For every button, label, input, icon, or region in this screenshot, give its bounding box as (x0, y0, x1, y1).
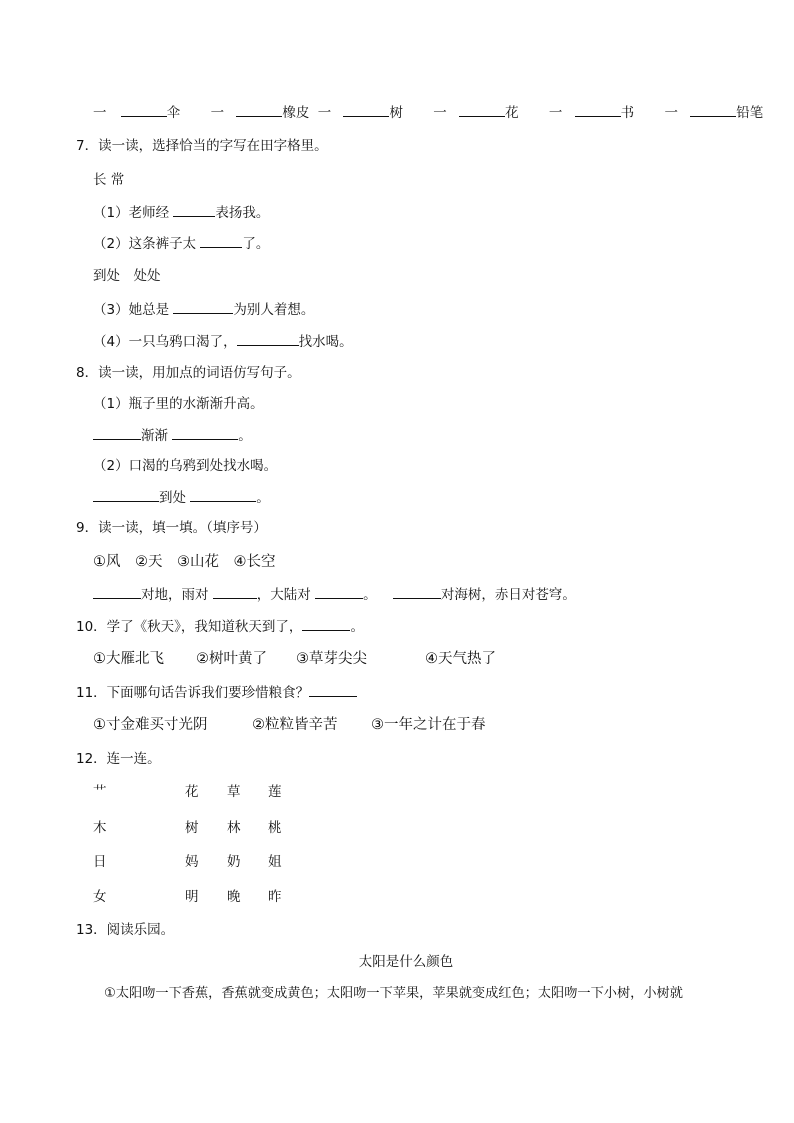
dash: 一 (210, 105, 225, 121)
q9-title: 9．读一读，填一填。（填序号） (76, 520, 267, 536)
sentence-text: 了。 (242, 236, 270, 252)
answer-blank[interactable] (93, 584, 141, 599)
sentence-text: 渐渐 (141, 428, 168, 444)
answer-blank[interactable] (236, 102, 282, 117)
char-item[interactable]: 林 (227, 820, 241, 836)
answer-blank[interactable] (309, 682, 357, 697)
q7-choices-2: 到处 处处 (93, 268, 161, 284)
word: 花 (505, 105, 519, 121)
sentence-text: 。 (256, 490, 270, 506)
story-title: 太阳是什么颜色 (358, 954, 454, 970)
q11-title (76, 682, 357, 703)
char-item[interactable]: 姐 (268, 854, 282, 870)
q7-sentence-1 (93, 202, 269, 223)
radical-item[interactable]: 木 (93, 820, 107, 836)
q11-option-1[interactable]: ①寸金难买寸光阴 (93, 717, 208, 733)
char-item[interactable]: 奶 (227, 854, 241, 870)
answer-blank[interactable] (343, 102, 389, 117)
q13-title: 13．阅读乐园。 (76, 922, 175, 938)
answer-blank[interactable] (459, 102, 505, 117)
sentence-text: 为别人着想。 (233, 302, 315, 318)
char-item[interactable]: 桃 (268, 820, 282, 836)
word: 铅笔 (736, 105, 764, 121)
q12-title: 12．连一连。 (76, 751, 161, 767)
word: 书 (620, 105, 635, 121)
answer-blank[interactable] (93, 425, 141, 440)
dash: 一 (433, 105, 447, 121)
q10-title (76, 616, 364, 637)
q9-fill (93, 584, 576, 605)
sentence-text: （4）一只乌鸦口渴了， (93, 334, 237, 350)
sentence-text: （2）这条裤子太 (93, 236, 197, 252)
answer-blank[interactable] (121, 102, 167, 117)
char-item[interactable]: 树 (185, 820, 199, 836)
q7-sentence-2 (93, 233, 269, 254)
word: 树 (389, 105, 403, 121)
q10-option-3[interactable]: ③草芽尖尖 (296, 651, 367, 667)
story-paragraph-1: ①太阳吻一下香蕉，香蕉就变成黄色；太阳吻一下苹果，苹果就变成红色；太阳吻一下小树，小树就 (104, 986, 683, 1001)
char-item[interactable]: 妈 (185, 854, 199, 870)
q11-option-3[interactable]: ③一年之计在于春 (371, 717, 486, 733)
question-text: 。 (350, 619, 364, 635)
sentence-text: 找水喝。 (298, 334, 353, 350)
dash: 一 (93, 105, 107, 121)
char-item[interactable]: 莲 (268, 784, 282, 800)
answer-blank[interactable] (393, 584, 441, 599)
dash: 一 (317, 105, 332, 121)
sentence-text: ，大陆对 (256, 587, 311, 603)
sentence-text: （3）她总是 (93, 302, 170, 318)
q8-sentence-2: （2）口渴的乌鸦到处找水喝。 (93, 458, 278, 474)
sentence-text: 对地，雨对 (141, 587, 209, 603)
radical-item[interactable]: 艹 (93, 784, 107, 800)
answer-blank[interactable] (302, 616, 350, 631)
radical-item[interactable]: 日 (93, 854, 107, 870)
answer-blank[interactable] (575, 102, 621, 117)
dash: 一 (664, 105, 678, 121)
q8-fill-2 (93, 487, 270, 508)
q9-options: ①风 ②天 ③山花 ④长空 (93, 554, 276, 570)
sentence-text: 。 (363, 587, 377, 603)
answer-blank[interactable] (172, 425, 238, 440)
word: 橡皮 (282, 105, 310, 121)
word: 伞 (166, 105, 181, 121)
answer-blank[interactable] (93, 487, 159, 502)
q7-sentence-3 (93, 299, 314, 320)
char-item[interactable]: 明 (185, 889, 199, 905)
q8-title: 8．读一读，用加点的词语仿写句子。 (76, 365, 301, 381)
char-item[interactable]: 花 (185, 784, 199, 800)
q7-title: 7．读一读，选择恰当的字写在田字格里。 (76, 138, 328, 154)
q7-sentence-4 (93, 331, 353, 352)
answer-blank[interactable] (200, 233, 242, 248)
answer-blank[interactable] (173, 202, 215, 217)
char-item[interactable]: 草 (227, 784, 241, 800)
question-text: 10．学了《秋天》，我知道秋天到了， (76, 619, 303, 635)
answer-blank[interactable] (190, 487, 256, 502)
answer-blank[interactable] (213, 584, 257, 599)
q11-option-2[interactable]: ②粒粒皆辛苦 (252, 717, 338, 733)
q10-option-4[interactable]: ④天气热了 (425, 651, 496, 667)
q8-fill-1 (93, 425, 252, 446)
answer-blank[interactable] (173, 299, 233, 314)
sentence-text: 。 (238, 428, 252, 444)
sentence-text: 对海树，赤日对苍穹。 (440, 587, 576, 603)
sentence-text: 到处 (159, 490, 186, 506)
answer-blank[interactable] (315, 584, 363, 599)
dash: 一 (548, 105, 563, 121)
answer-blank[interactable] (237, 331, 299, 346)
q8-sentence-1: （1）瓶子里的水渐渐升高。 (93, 396, 264, 412)
char-item[interactable]: 昨 (268, 889, 282, 905)
char-item[interactable]: 晚 (227, 889, 241, 905)
row6-fill-line (93, 102, 763, 123)
question-text: 11．下面哪句话告诉我们要珍惜粮食？ (76, 685, 310, 701)
sentence-text: （1）老师经 (93, 205, 170, 221)
sentence-text: 表扬我。 (215, 205, 270, 221)
radical-item[interactable]: 女 (93, 889, 107, 905)
q10-option-2[interactable]: ②树叶黄了 (196, 651, 267, 667)
q7-choices-1: 长 常 (93, 172, 125, 188)
q10-option-1[interactable]: ①大雁北飞 (93, 651, 164, 667)
answer-blank[interactable] (690, 102, 736, 117)
